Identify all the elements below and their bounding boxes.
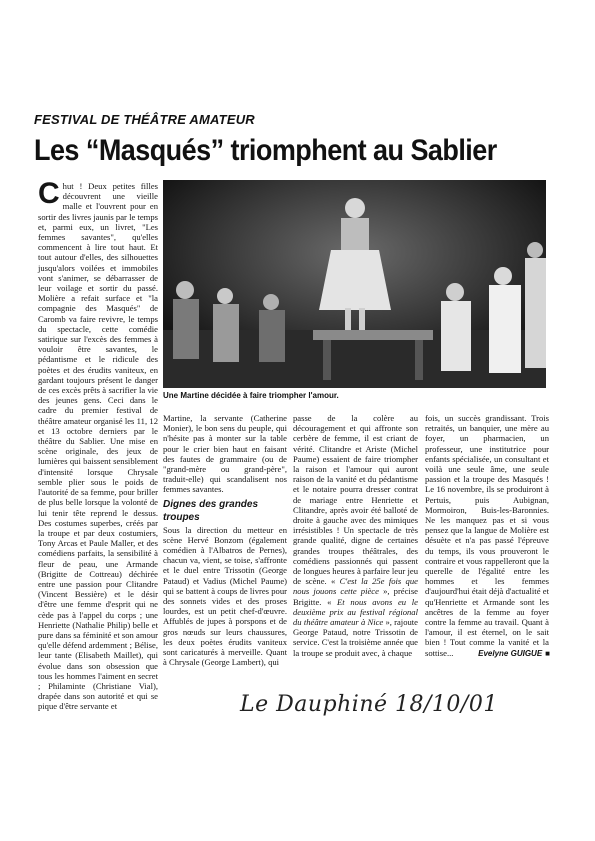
article-column-4	[425, 413, 549, 658]
column-1-text: hut ! Deux petites filles découvrent une vieille malle et l'ouvrent pour en sortir des livres jaunis par le temps et, parmi eux, un livret, "Les femmes savantes", qu'elles commencent à lire tout haut. Et tout autour d'elles, des silhouettes jusqu'alors voilées et immobiles vont s'animer, se débarrasser de leur voilage et sortir du passé. Molière a refait surface et "la compagnie des Masqués" de Caromb va faire revivre, le temps du spectacle, cette comédie satirique sur l'excès des femmes à vouloir être savantes, le pédantisme et le ridicule des poètes et des érudits vaniteux, en gardant toujours présent le danger de ces excès prêts à sacrifier la vie des jeunes gens. Ceci dans le cadre du premier festival de théâtre amateur organisé les 11, 12 et 13 octobre derniers par le théâtre du Sablier. Une mise en scène originale, des jeux de lumières qui baissent sensiblement d'intensité lorsque Chrysale semble plier sous le poids de l'autorité de sa femme, pour briller de plus belle lorsque la volonté de lui tenir tête reprend le dessus. Des costumes superbes, créés par la troupe et par deux costumiers, Tony Arcas et Paule Maller, et des comédiens parfaits, la sensibilité à fleur de peau, une Armande (Brigitte de Cottreau) déchirée entre une passion pour Clitandre (Vincent Bessière) et le désir d'être une femme d'esprit qui ne cède pas à l'appel du corps ; une Henriette (Nathalie Philip) belle et pure dans sa féminité et son amour qu'elle défend ardemment ; Bélise, leur tante (Elisabeth Maillet), qui évolue dans son obsession que tous les hommes l'aiment en secret ; Philaminte (Christiane Vial), drapée dans son autorité et qui se pique d'être servante et	[38, 181, 158, 712]
stage-photo-icon	[163, 180, 546, 388]
handwritten-source-note: Le Dauphiné 18/10/01	[240, 692, 498, 717]
drop-cap: C	[38, 177, 60, 210]
photo-caption: Une Martine décidée à faire triompher l'amour.	[163, 391, 339, 400]
author-byline	[440, 648, 550, 660]
article-kicker: FESTIVAL DE THÉÂTRE AMATEUR	[34, 112, 255, 127]
end-mark-icon: ■	[545, 649, 550, 658]
stage-photo	[163, 180, 546, 388]
column-4-text: fois, un succès grandissant. Trois retraités, un banquier, une mère au foyer, un pharmacien, un professeur, une institutrice pour enfants spécialisée, un consultant et voilà une seule âme, une seule passion et la troupe des Masqués ! Le 16 novembre, ils se produiront à Pertuis, puis Aubignan, Mormoiron, Buis-les-Baronnies. Ne les manquez pas et si vous pensez que la langue de Molière est désuète et n'a pas passé l'épreuve du temps, ils vous prouveront le contraire et vous rappelleront que la querelle de l'égalité entre les hommes et les femmes d'aujourd'hui était déjà d'actualité et qu'Henriette et Armande sont les ancêtres de la femme au foyer contre la femme au travail. Quant à l'amour, il est éternel, on le sait bien ! Tout comme la vanité et la sottise...	[425, 413, 549, 658]
article-headline: Les “Masqués” triomphent au Sablier	[34, 134, 497, 167]
section-subhead: Dignes des grandes troupes	[163, 498, 259, 523]
author-name: Evelyne GUIGUE	[478, 649, 543, 658]
article-column-2	[163, 413, 287, 668]
article-column-1	[38, 177, 158, 712]
column-2-text-b: Sous la direction du metteur en scène Hervé Bonzom (également comédien à l'Albatros de Pernes), chacun va, vient, se toise, s'affronte et le duel entre Trissotin (George Pataud) et Vadius (Michel Paume) qui se battent à coups de livres pour des sonnets vides et des proses lourdes, est un petit chef-d'œuvre. Affublés de jupes à porspons et de gros nœuds sur leurs chaussures, les deux poètes érudits vaniteux sont caricaturés à merveille. Quant à Chrysale (George Lambert), qui	[163, 524, 287, 668]
quote-2: Et nous avons eu le deuxième prix au festival régional du théâtre amateur à Nice	[293, 596, 418, 628]
article-column-3	[293, 413, 418, 658]
column-3-text-b: », précise Brigitte. «	[293, 586, 418, 607]
column-3-text-c: », rajoute George Pataud, notre Trissotin de service. C'est la troisième année que la troupe se produit avec, à chaque	[293, 617, 418, 658]
quote-1: C'est la 25e fois que nous jouons cette pièce	[293, 576, 418, 597]
column-2-text-a: Martine, la servante (Catherine Monier), le bon sens du peuple, qui n'hésite pas à monter sur la table pour le crier bien haut en faisant des fautes de grammaire (ou de "grand-mère ou grand-père", traduit-elle) qui scandalisent nos femmes savantes.	[163, 413, 287, 495]
column-3-text-a: passe de la colère au découragement et qui affronte son cerbère de femme, il est criant de vérité. Clitandre et Ariste (Michel Paume) essaient de faire triompher la raison et l'amour qui auront raison de la vanité et du pédantisme et le notaire pourra dresser contrat de mariage entre Henriette et Clitandre, après avoir été balloté de droite à gauche avec des mimiques irrésistibles ! Un spectacle de très grande qualité, digne de certaines grandes troupes théâtrales, des comédiens passionnés qui passent de longues heures à parfaire leur jeu de scène. «	[293, 413, 418, 587]
